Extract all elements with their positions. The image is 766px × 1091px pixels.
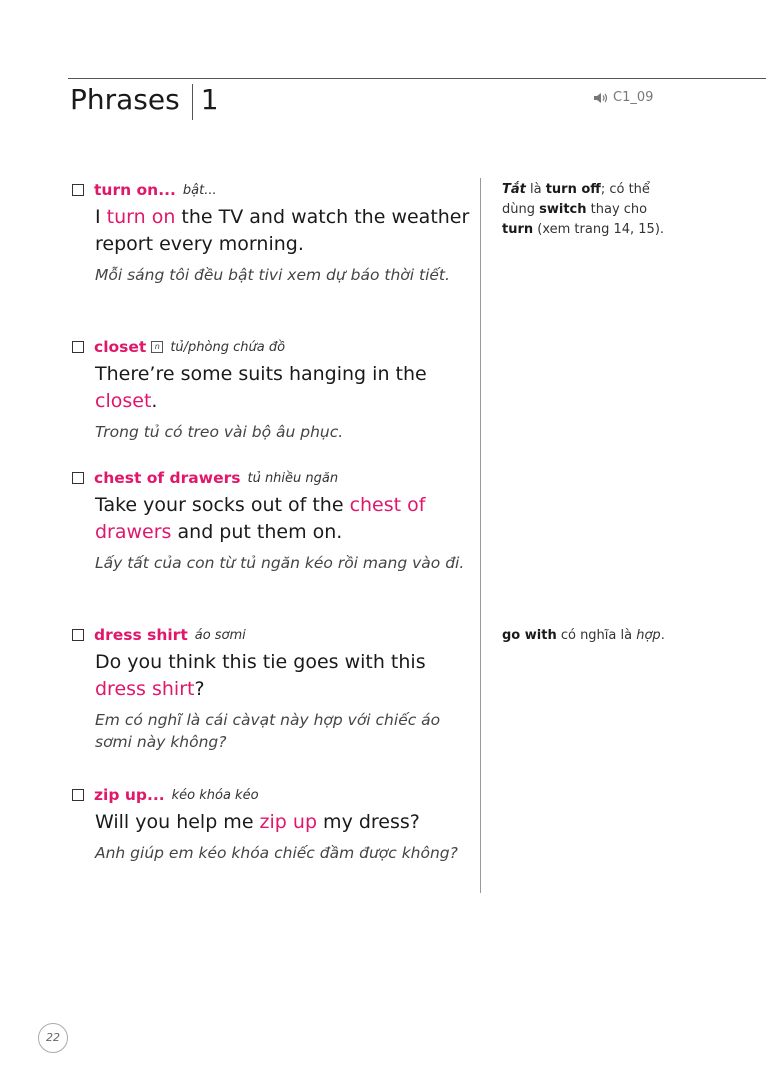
checkbox[interactable] (72, 184, 84, 196)
speaker-icon (593, 92, 609, 104)
vocab-gloss: kéo khóa kéo (171, 787, 259, 803)
top-rule (68, 78, 766, 79)
vocab-gloss: tủ nhiều ngăn (247, 470, 339, 486)
highlighted-term: dress shirt (95, 678, 195, 700)
checkbox[interactable] (72, 629, 84, 641)
translation: Mỗi sáng tôi đều bật tivi xem dự báo thời tiết. (95, 266, 450, 284)
side-column-rule (480, 178, 481, 893)
side-note: go with có nghĩa là hợp. (502, 628, 665, 643)
side-note: Tắt là turn off; có thể dùng switch thay cho turn (xem trang 14, 15). (502, 182, 665, 237)
highlighted-term: zip up (259, 811, 318, 833)
page-title: Phrases (70, 83, 180, 116)
title-divider (192, 84, 193, 120)
vocab-entry (72, 180, 472, 286)
vocab-term: turn on... (94, 181, 176, 199)
vocab-entry (72, 625, 472, 753)
translation: Trong tủ có treo vài bộ âu phục. (95, 423, 344, 441)
vocab-entry (72, 468, 472, 574)
page-header (70, 80, 219, 120)
page-number: 22 (38, 1023, 68, 1053)
vocab-term: dress shirt (94, 626, 188, 644)
chapter-number: 1 (200, 83, 219, 116)
audio-label: C1_09 (613, 90, 654, 105)
vocab-term: closet (94, 338, 147, 356)
example-sentence: Will you help me zip up my dress? (95, 811, 420, 833)
example-sentence: I turn on the TV and watch the weather report every morning. (95, 206, 470, 255)
checkbox[interactable] (72, 341, 84, 353)
vocab-gloss: bật... (182, 182, 217, 198)
vocab-entry (72, 337, 472, 443)
checkbox[interactable] (72, 789, 84, 801)
vocab-gloss: áo sơmi (194, 627, 246, 643)
vocab-term: zip up... (94, 786, 165, 804)
vocab-gloss: tủ/phòng chứa đồ (170, 339, 286, 355)
highlighted-term: closet (95, 390, 152, 412)
translation: Lấy tất của con từ tủ ngăn kéo rồi mang vào đi. (95, 554, 465, 572)
translation: Em có nghĩ là cái càvạt này hợp với chiếc áo sơmi này không? (95, 711, 441, 751)
vocab-term: chest of drawers (94, 469, 241, 487)
part-of-speech: n (151, 341, 163, 353)
audio-track[interactable] (593, 90, 653, 105)
highlighted-term: chest of drawers (95, 494, 426, 543)
highlighted-term: turn on (106, 206, 176, 228)
example-sentence: Do you think this tie goes with this dress shirt? (95, 651, 426, 700)
translation: Anh giúp em kéo khóa chiếc đầm được không? (95, 844, 458, 862)
example-sentence: Take your socks out of the chest of drawers and put them on. (95, 494, 426, 543)
vocab-entry (72, 785, 472, 864)
checkbox[interactable] (72, 472, 84, 484)
example-sentence: There’re some suits hanging in the closet. (95, 363, 427, 412)
